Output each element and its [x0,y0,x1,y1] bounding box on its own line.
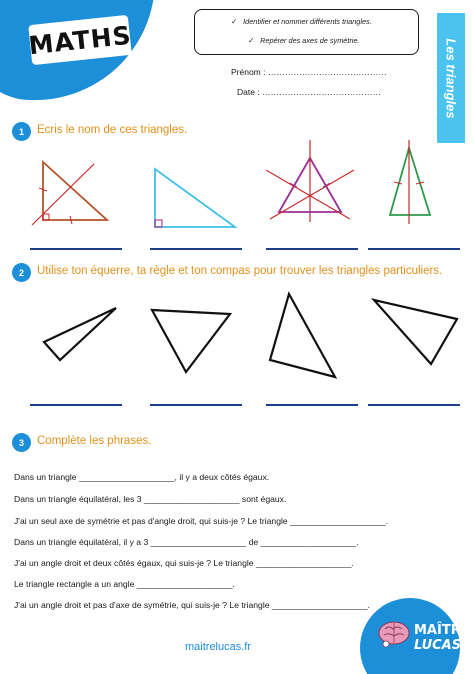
answer-line[interactable] [30,404,122,406]
triangle-shape [270,294,335,377]
website-link[interactable]: maitrelucas.fr [185,641,252,653]
section-title: Ecris le nom de ces triangles. [37,124,188,136]
triangle-shape [152,310,230,372]
brain-icon [377,620,411,648]
triangle-shape [44,308,116,360]
subject-title: MATHS [27,20,133,60]
fill-in-sentence[interactable]: J'ai un angle droit et deux côtés égaux, qui suis-je ? Le triangle ____________________. [14,558,354,568]
check-icon: ✓ [231,17,238,26]
side-tab-label: Les triangles [443,37,459,119]
name-field[interactable]: Prénom : …………………………………… [231,67,387,77]
section-number: 1 [12,122,31,141]
section-title: Utilise ton équerre, ta règle et ton compas pour trouver les triangles particuliers. [37,265,443,277]
answer-line[interactable] [368,404,460,406]
triangle-shape [374,300,457,364]
fill-in-sentence[interactable]: Le triangle rectangle a un angle ____________________. [14,579,235,589]
check-icon: ✓ [248,36,255,45]
section-title: Complète les phrases. [37,435,152,447]
fill-in-sentence[interactable]: Dans un triangle équilatéral, il y a 3 ____________________ de ____________________. [14,537,359,547]
objective-item: ✓ Repérer des axes de symétrie. [248,36,360,45]
logo-line-2: LUCAS [414,638,462,653]
fill-in-sentence[interactable]: Dans un triangle équilatéral, les 3 ____________________ sont égaux. [14,494,287,504]
fill-in-sentence[interactable]: J'ai un seul axe de symétrie et pas d'angle droit, qui suis-je ? Le triangle ____________________. [14,516,389,526]
section-number: 3 [12,433,31,452]
answer-line[interactable] [150,404,242,406]
fill-in-sentence[interactable]: Dans un triangle ____________________, il y a deux côtés égaux. [14,472,270,482]
objective-item: ✓ Identifier et nommer différents triangles. [231,17,372,26]
fill-in-sentence[interactable]: J'ai un angle droit et pas d'axe de symétrie, qui suis-je ? Le triangle ____________________. [14,600,370,610]
logo-line-1: MAÎTRE [414,623,470,638]
answer-line[interactable] [266,404,358,406]
section-number: 2 [12,263,31,282]
date-field[interactable]: Date : …………………………………… [237,87,382,97]
